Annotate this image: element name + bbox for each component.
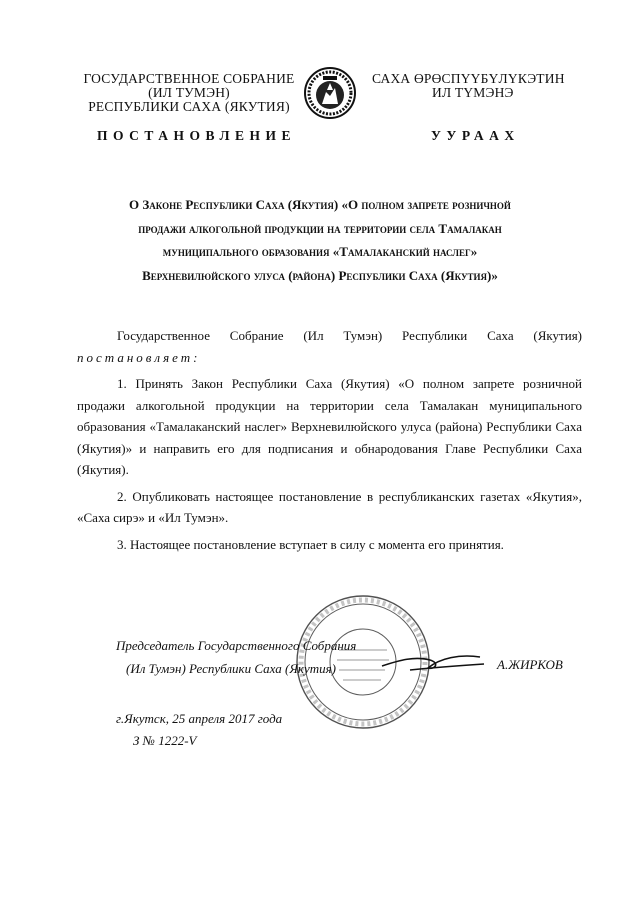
header-right-sakha [372, 72, 577, 100]
body-item-1: 1. Принять Закон Республики Саха (Якутия) «О полном запрете розничной продажи алкогольной продукции на территории села Тамалакан муниципального образования «Тамалаканский наслег» Верхневилюйского улуса (района) Республики Саха (Якутия)» и направить его для подписания и обнародования Главе Республики Саха (Якутия). [77, 376, 582, 477]
signatory-name: А.ЖИРКОВ [497, 657, 563, 672]
doc-type-ru: ПОСТАНОВЛЕНИЕ [97, 128, 297, 143]
body-item-2: 2. Опубликовать настоящее постановление в республиканских газетах «Якутия», «Саха сирэ» и «Ил Тумэн». [77, 488, 582, 525]
doc-type-sakha: УУРААХ [431, 128, 520, 143]
header-left-line-2: (ИЛ ТУМЭН) [148, 85, 230, 100]
document-number: З № 1222-V [133, 733, 197, 748]
title-line-4: Верхневилюйского улуса (района) Республики Саха (Якутия)» [142, 267, 498, 283]
body-intro: Государственное Собрание (Ил Тумэн) Республики Саха (Якутия) [117, 328, 582, 343]
document-body [77, 325, 582, 555]
coat-of-arms-emblem-icon [303, 66, 357, 120]
signatory-position-line-2: (Ил Тумэн) Республики Саха (Якутия) [126, 661, 336, 676]
decree-word: постановляет: [77, 349, 201, 365]
header-right-line-1: САХА ӨРӨСПҮҮБҮЛҮКЭТИН [372, 71, 565, 86]
title-line-1: О Законе Республики Саха (Якутия) «О полном запрете розничной [129, 197, 511, 212]
header-right-line-2: ИЛ ТҮМЭНЭ [432, 85, 514, 100]
title-line-2: продажи алкогольной продукции на территории села Тамалакан [138, 220, 502, 236]
signatory-position [116, 634, 356, 680]
header-left-line-1: ГОСУДАРСТВЕННОЕ СОБРАНИЕ [83, 71, 295, 86]
signatory-position-line-1: Председатель Государственного Собрания [116, 638, 357, 653]
place-date: г.Якутск, 25 апреля 2017 года [116, 711, 283, 726]
handwritten-signature-icon [380, 640, 490, 680]
body-item-3: 3. Настоящее постановление вступает в силу с момента его принятия. [117, 536, 504, 552]
header-left-ru [80, 72, 298, 114]
title-line-3: муниципального образования «Тамалаканский наслег» [162, 244, 478, 259]
place-and-number [116, 708, 282, 752]
header-left-line-3: РЕСПУБЛИКИ САХА (ЯКУТИЯ) [88, 99, 290, 114]
document-title [100, 193, 540, 287]
